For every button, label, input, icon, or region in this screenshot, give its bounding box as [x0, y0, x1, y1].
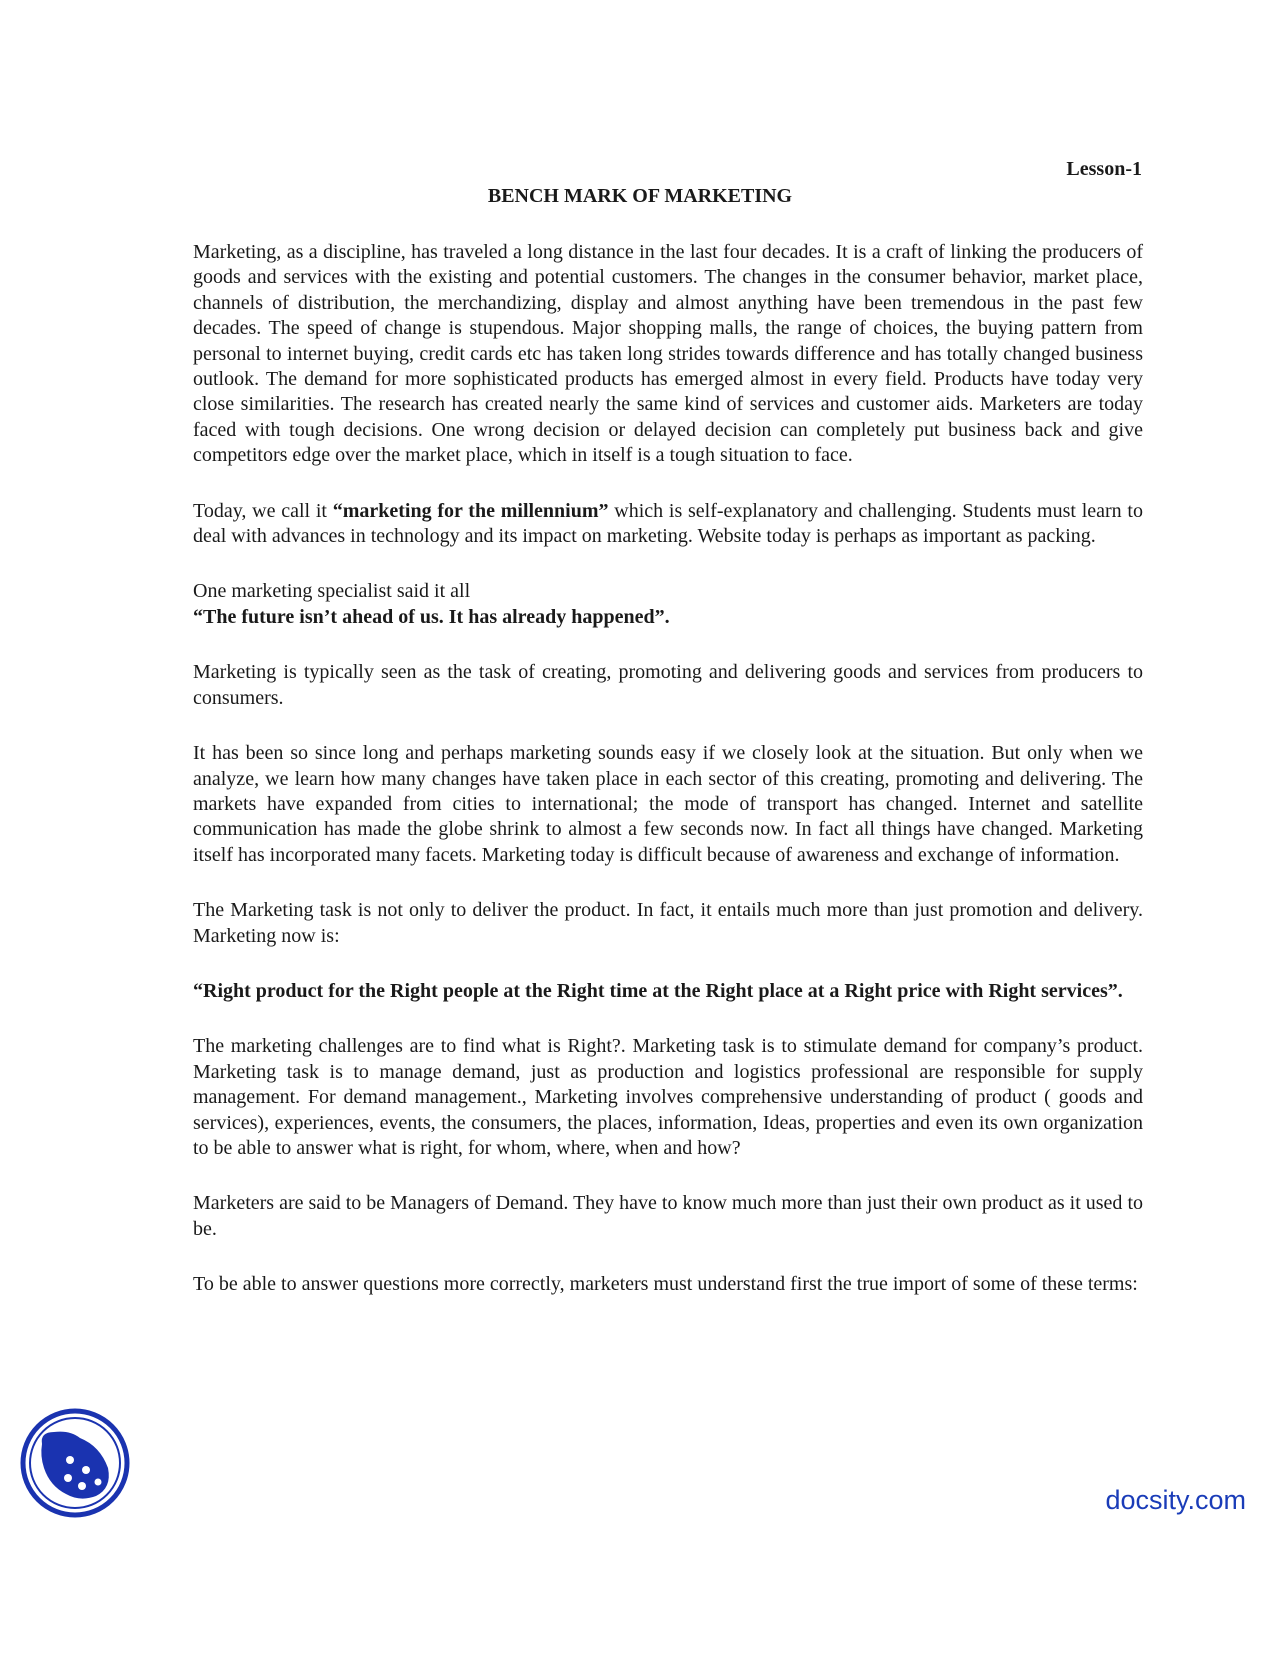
document-body — [193, 240, 1143, 1328]
future-quote: “The future isn’t ahead of us. It has already happened”. — [193, 605, 670, 628]
paragraph-definition: Marketing is typically seen as the task of creating, promoting and delivering goods and services from producers to consumers. — [193, 661, 1143, 709]
paragraph-changes: It has been so since long and perhaps marketing sounds easy if we closely look at the situation. But only when we analyze, we learn how many changes have taken place in each sector of this creating, promoting and delivering. The markets have expanded from cities to international; the mode of transport has changed. Internet and satellite communication has made the globe shrink to almost a few seconds now. In fact all things have changed. Marketing itself has incorporated many facets. Marketing today is difficult because of awareness and exchange of information. — [193, 742, 1143, 866]
paragraph-task: The Marketing task is not only to deliver the product. In fact, it entails much more than just promotion and delivery. Marketing now is: — [193, 899, 1143, 947]
docsity-brand-link[interactable]: docsity.com — [1105, 1485, 1246, 1515]
paragraph-intro: Marketing, as a discipline, has traveled a long distance in the last four decades. It is a craft of linking the producers of goods and services with the existing and potential customers. The changes in the consumer behavior, market place, channels of distribution, the merchandizing, display and almost anything have been tremendous in the past few decades. The speed of change is stupendous. Major shopping malls, the range of choices, the buying pattern from personal to internet buying, credit cards etc has taken long strides towards difference and has totally changed business outlook. The demand for more sophisticated products has emerged almost in every field. Products have today very close similarities. The research has created nearly the same kind of services and customer aids. Marketers are today faced with tough decisions. One wrong decision or delayed decision can completely put business back and give competitors edge over the market place, which in itself is a tough situation to face. — [193, 241, 1143, 467]
page-title: BENCH MARK OF MARKETING — [487, 185, 793, 207]
right-product-quote: “Right product for the Right people at the Right time at the Right place at a Right price with Right services”. — [193, 979, 1123, 1002]
paragraph-millennium-rest: which is self-explanatory and challenging. Students must learn to deal with advances in technology and its impact on marketing. Website today is perhaps as important as packing. — [193, 499, 1143, 548]
paragraph-millennium — [193, 499, 1143, 550]
paragraph-millennium-lead: Today, we call it — [193, 499, 333, 522]
paragraph-terms: To be able to answer questions more correctly, marketers must understand first the true import of some of these terms: — [193, 1273, 1138, 1296]
paragraph-managers: Marketers are said to be Managers of Demand. They have to know much more than just their own product as it used to be. — [193, 1192, 1143, 1240]
lesson-label: Lesson-1 — [1066, 158, 1142, 180]
specialist-line: One marketing specialist said it all — [193, 580, 471, 603]
paragraph-challenges: The marketing challenges are to find what is Right?. Marketing task is to stimulate demand for company’s product. Marketing task is to manage demand, just as production and logistics professional are responsible for supply management. For demand management., Marketing involves comprehensive understanding of product ( goods and services), experiences, events, the consumers, the places, information, Ideas, properties and even its own organization to be able to answer what is right, for whom, where, when and how? — [193, 1035, 1143, 1159]
docsity-logo-icon — [20, 1408, 130, 1518]
millennium-phrase: “marketing for the millennium” — [332, 499, 609, 522]
